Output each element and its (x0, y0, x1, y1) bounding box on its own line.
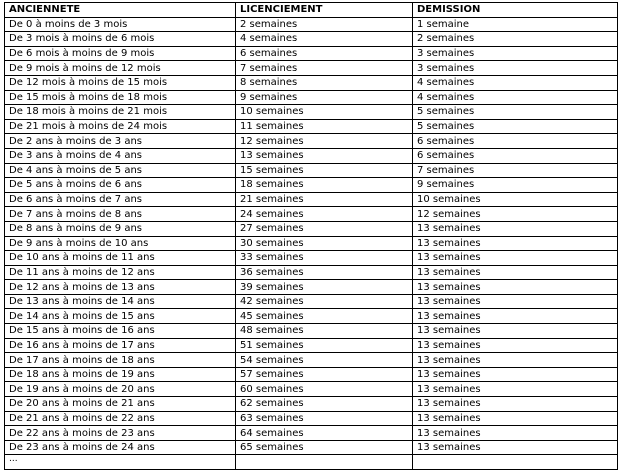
cell-licenciement: 24 semaines (236, 207, 413, 222)
cell-licenciement: 18 semaines (236, 178, 413, 193)
cell-demission: 2 semaines (413, 32, 618, 47)
cell-demission: 13 semaines (413, 411, 618, 426)
cell-anciennete: De 3 mois à moins de 6 mois (5, 32, 236, 47)
cell-anciennete: De 4 ans à moins de 5 ans (5, 163, 236, 178)
cell-licenciement: 6 semaines (236, 46, 413, 61)
cell-demission: 13 semaines (413, 236, 618, 251)
cell-demission: 13 semaines (413, 294, 618, 309)
cell-anciennete: De 15 mois à moins de 18 mois (5, 90, 236, 105)
cell-licenciement: 13 semaines (236, 148, 413, 163)
table-row (5, 324, 618, 339)
cell-demission: 13 semaines (413, 324, 618, 339)
cell-anciennete: De 23 ans à moins de 24 ans (5, 440, 236, 455)
cell-anciennete: De 0 à moins de 3 mois (5, 17, 236, 32)
table-row (5, 75, 618, 90)
cell-anciennete: De 3 ans à moins de 4 ans (5, 148, 236, 163)
table-row (5, 265, 618, 280)
cell-licenciement: 12 semaines (236, 134, 413, 149)
cell-licenciement: 4 semaines (236, 32, 413, 47)
cell-demission: 7 semaines (413, 163, 618, 178)
cell-anciennete: De 5 ans à moins de 6 ans (5, 178, 236, 193)
cell-licenciement: 36 semaines (236, 265, 413, 280)
cell-anciennete: De 13 ans à moins de 14 ans (5, 294, 236, 309)
cell-demission: 6 semaines (413, 148, 618, 163)
cell-demission: 1 semaine (413, 17, 618, 32)
cell-demission: 3 semaines (413, 61, 618, 76)
cell-demission: 13 semaines (413, 221, 618, 236)
cell-anciennete: De 8 ans à moins de 9 ans (5, 221, 236, 236)
cell-licenciement: 65 semaines (236, 440, 413, 455)
cell-demission: 4 semaines (413, 75, 618, 90)
cell-anciennete: De 21 ans à moins de 22 ans (5, 411, 236, 426)
notice-period-table (4, 2, 618, 470)
table-row (5, 46, 618, 61)
table-row-continuation (5, 455, 618, 470)
cell-licenciement: 7 semaines (236, 61, 413, 76)
cell-anciennete: De 9 mois à moins de 12 mois (5, 61, 236, 76)
table-row (5, 353, 618, 368)
cell-licenciement: 57 semaines (236, 367, 413, 382)
table-row (5, 163, 618, 178)
cell-anciennete: De 22 ans à moins de 23 ans (5, 426, 236, 441)
cell-demission: 13 semaines (413, 382, 618, 397)
cell-licenciement: 60 semaines (236, 382, 413, 397)
cell-licenciement: 2 semaines (236, 17, 413, 32)
header-demission: DEMISSION (413, 3, 618, 18)
cell-anciennete: De 16 ans à moins de 17 ans (5, 338, 236, 353)
table-row (5, 148, 618, 163)
table-row (5, 280, 618, 295)
cell-anciennete: De 18 ans à moins de 19 ans (5, 367, 236, 382)
cell-demission: 4 semaines (413, 90, 618, 105)
cell-licenciement: 54 semaines (236, 353, 413, 368)
table-row (5, 105, 618, 120)
cell-demission: 13 semaines (413, 397, 618, 412)
table-row (5, 309, 618, 324)
cell-demission-empty (413, 455, 618, 470)
table-row (5, 440, 618, 455)
table-row (5, 17, 618, 32)
cell-licenciement-empty (236, 455, 413, 470)
cell-anciennete: De 18 mois à moins de 21 mois (5, 105, 236, 120)
cell-licenciement: 48 semaines (236, 324, 413, 339)
table-row (5, 119, 618, 134)
cell-licenciement: 15 semaines (236, 163, 413, 178)
cell-anciennete: De 19 ans à moins de 20 ans (5, 382, 236, 397)
table-row (5, 294, 618, 309)
cell-demission: 6 semaines (413, 134, 618, 149)
table-row (5, 207, 618, 222)
cell-demission: 13 semaines (413, 251, 618, 266)
cell-licenciement: 11 semaines (236, 119, 413, 134)
cell-demission: 13 semaines (413, 440, 618, 455)
cell-demission: 3 semaines (413, 46, 618, 61)
cell-licenciement: 27 semaines (236, 221, 413, 236)
cell-anciennete: De 7 ans à moins de 8 ans (5, 207, 236, 222)
table-row (5, 61, 618, 76)
cell-demission: 13 semaines (413, 280, 618, 295)
cell-demission: 12 semaines (413, 207, 618, 222)
cell-licenciement: 30 semaines (236, 236, 413, 251)
cell-anciennete-ellipsis: ... (5, 455, 236, 470)
cell-demission: 13 semaines (413, 309, 618, 324)
cell-anciennete: De 21 mois à moins de 24 mois (5, 119, 236, 134)
cell-licenciement: 51 semaines (236, 338, 413, 353)
table-row (5, 367, 618, 382)
table-row (5, 426, 618, 441)
table-row (5, 221, 618, 236)
cell-licenciement: 10 semaines (236, 105, 413, 120)
table-row (5, 90, 618, 105)
cell-licenciement: 45 semaines (236, 309, 413, 324)
cell-demission: 13 semaines (413, 338, 618, 353)
table-row (5, 178, 618, 193)
table-row (5, 236, 618, 251)
cell-anciennete: De 17 ans à moins de 18 ans (5, 353, 236, 368)
cell-licenciement: 9 semaines (236, 90, 413, 105)
cell-demission: 10 semaines (413, 192, 618, 207)
cell-licenciement: 21 semaines (236, 192, 413, 207)
cell-licenciement: 8 semaines (236, 75, 413, 90)
cell-licenciement: 33 semaines (236, 251, 413, 266)
cell-anciennete: De 11 ans à moins de 12 ans (5, 265, 236, 280)
cell-anciennete: De 14 ans à moins de 15 ans (5, 309, 236, 324)
header-row (5, 3, 618, 18)
cell-demission: 9 semaines (413, 178, 618, 193)
cell-licenciement: 64 semaines (236, 426, 413, 441)
header-anciennete: ANCIENNETE (5, 3, 236, 18)
table-body (5, 17, 618, 469)
cell-demission: 13 semaines (413, 426, 618, 441)
cell-anciennete: De 6 ans à moins de 7 ans (5, 192, 236, 207)
table-row (5, 192, 618, 207)
table-row (5, 382, 618, 397)
cell-anciennete: De 2 ans à moins de 3 ans (5, 134, 236, 149)
table-row (5, 338, 618, 353)
cell-anciennete: De 12 mois à moins de 15 mois (5, 75, 236, 90)
cell-licenciement: 63 semaines (236, 411, 413, 426)
cell-demission: 5 semaines (413, 105, 618, 120)
cell-demission: 13 semaines (413, 353, 618, 368)
table-row (5, 397, 618, 412)
header-licenciement: LICENCIEMENT (236, 3, 413, 18)
table-row (5, 411, 618, 426)
cell-licenciement: 62 semaines (236, 397, 413, 412)
table-row (5, 134, 618, 149)
cell-anciennete: De 20 ans à moins de 21 ans (5, 397, 236, 412)
cell-anciennete: De 12 ans à moins de 13 ans (5, 280, 236, 295)
cell-anciennete: De 9 ans à moins de 10 ans (5, 236, 236, 251)
table-row (5, 251, 618, 266)
table-row (5, 32, 618, 47)
cell-demission: 13 semaines (413, 265, 618, 280)
cell-demission: 13 semaines (413, 367, 618, 382)
cell-licenciement: 39 semaines (236, 280, 413, 295)
cell-demission: 5 semaines (413, 119, 618, 134)
cell-anciennete: De 10 ans à moins de 11 ans (5, 251, 236, 266)
cell-anciennete: De 15 ans à moins de 16 ans (5, 324, 236, 339)
cell-anciennete: De 6 mois à moins de 9 mois (5, 46, 236, 61)
cell-licenciement: 42 semaines (236, 294, 413, 309)
